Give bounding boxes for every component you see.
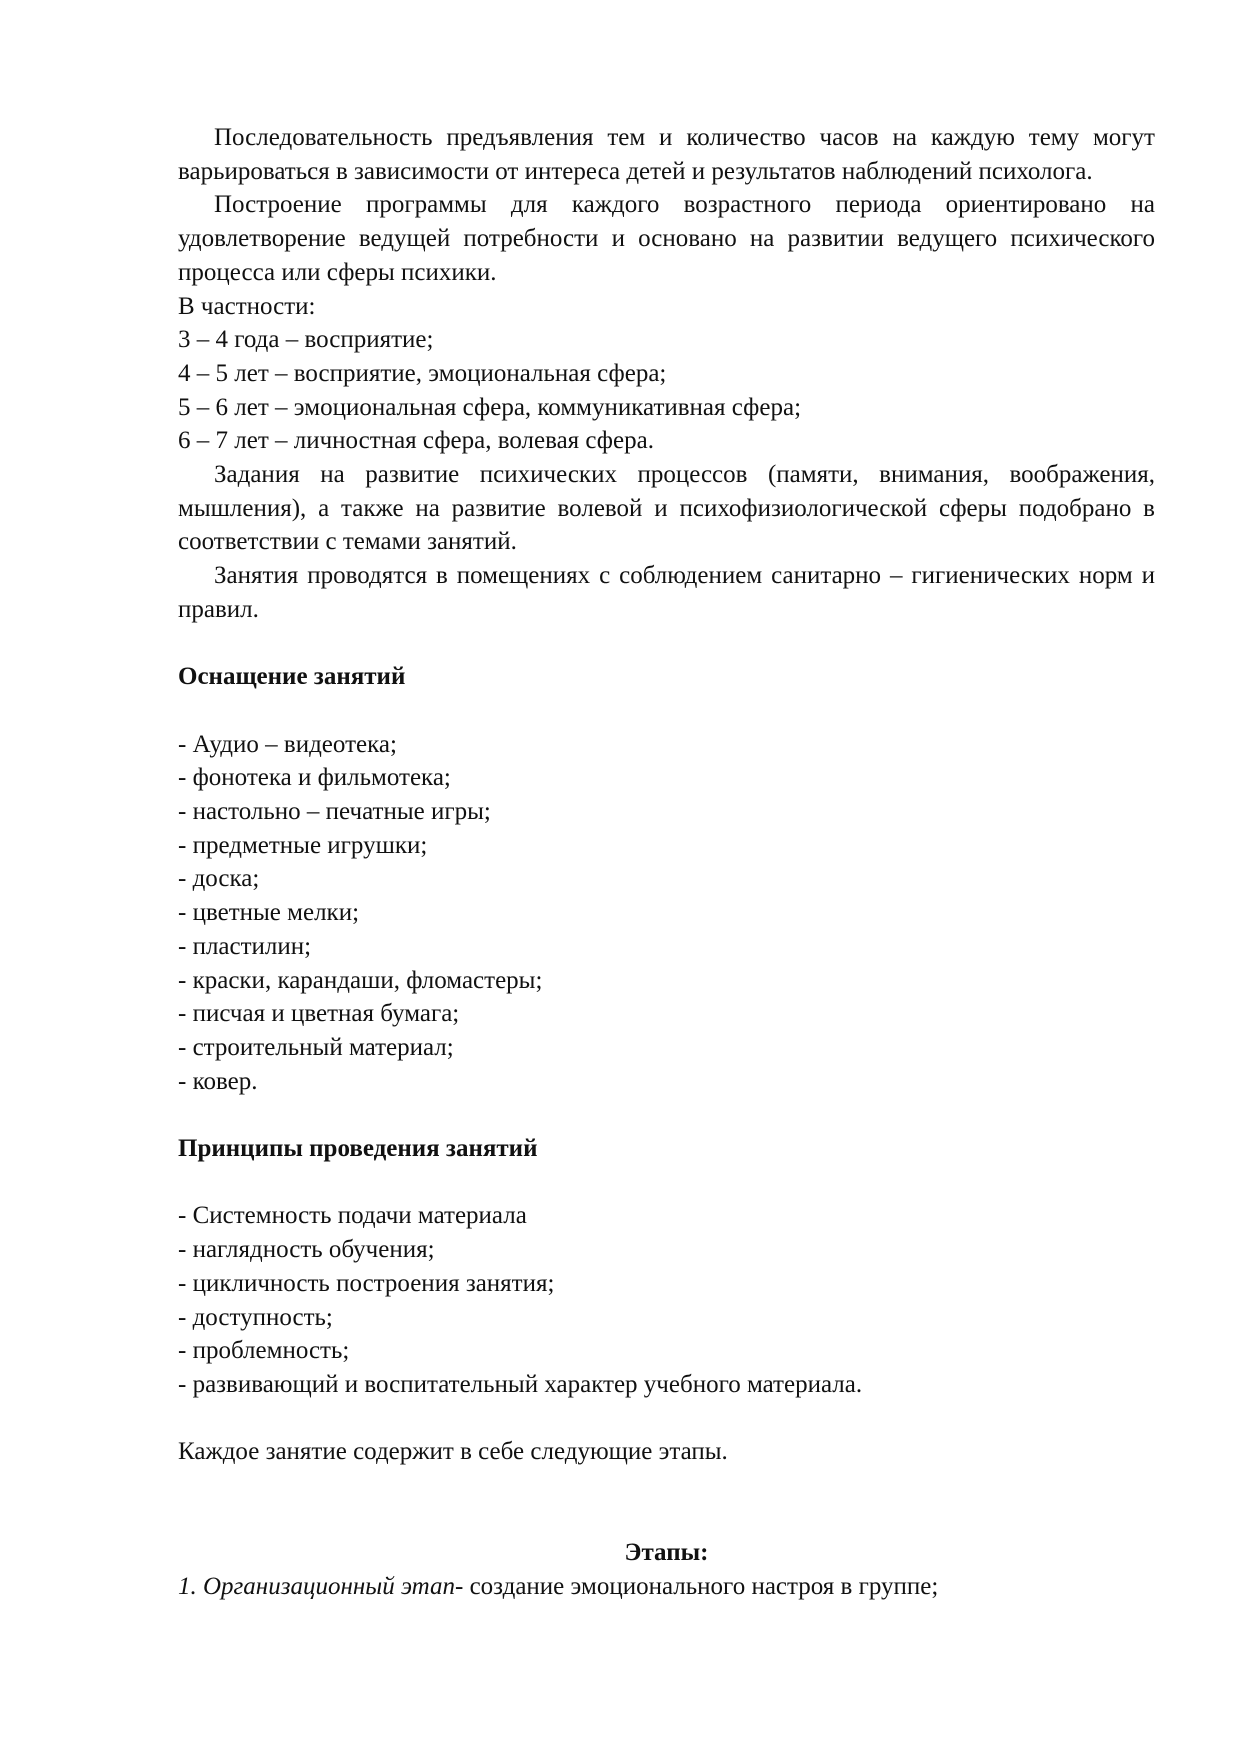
list-item: - писчая и цветная бумага; xyxy=(178,1000,460,1028)
list-item: - фонотека и фильмотека; xyxy=(178,764,451,792)
list-item: - развивающий и воспитательный характер учебного материала. xyxy=(178,1370,863,1398)
list-item: - проблемность; xyxy=(178,1337,350,1365)
spacer xyxy=(178,1166,1155,1200)
principles-list xyxy=(178,1199,1155,1401)
list-item: - цикличность построения занятия; xyxy=(178,1269,555,1297)
paragraph-topics-sequence: Последовательность предъявления тем и количество часов на каждую тему могут варьироваться в зависимости от интереса детей и результатов наблюдений психолога. xyxy=(178,124,1155,185)
heading-equipment: Оснащение занятий xyxy=(178,663,406,691)
paragraph-in-particular: В частности: xyxy=(178,292,316,320)
heading-principles: Принципы проведения занятий xyxy=(178,1135,538,1163)
spacer xyxy=(178,694,1155,728)
equipment-list xyxy=(178,728,1155,1099)
spacer xyxy=(178,1469,1155,1536)
heading-stages: Этапы: xyxy=(624,1539,709,1567)
document-page xyxy=(178,121,1155,1604)
list-item: - настольно – печатные игры; xyxy=(178,798,491,826)
list-item: - строительный материал; xyxy=(178,1033,454,1061)
age-line-6-7: 6 – 7 лет – личностная сфера, волевая сфера. xyxy=(178,427,654,455)
age-line-4-5: 4 – 5 лет – восприятие, эмоциональная сфера; xyxy=(178,359,667,387)
list-item: - предметные игрушки; xyxy=(178,831,428,859)
age-line-3-4: 3 – 4 года – восприятие; xyxy=(178,326,434,354)
list-item: - Системность подачи материала xyxy=(178,1202,527,1230)
stage-item-1-text: создание эмоционального настроя в группе; xyxy=(463,1573,939,1601)
age-line-5-6: 5 – 6 лет – эмоциональная сфера, коммуникативная сфера; xyxy=(178,393,802,421)
list-item: - цветные мелки; xyxy=(178,899,360,927)
spacer xyxy=(178,1098,1155,1132)
paragraph-stages-intro: Каждое занятие содержит в себе следующие этапы. xyxy=(178,1438,728,1466)
spacer xyxy=(178,1402,1155,1436)
list-item: - доска; xyxy=(178,865,260,893)
list-item: - пластилин; xyxy=(178,932,312,960)
paragraph-program-structure: Построение программы для каждого возрастного периода ориентировано на удовлетворение ведущей потребности и основано на развитии ведущего психического процесса или сферы психики. xyxy=(178,191,1155,286)
list-item: - Аудио – видеотека; xyxy=(178,730,397,758)
list-item: - ковер. xyxy=(178,1067,258,1095)
stage-item-1 xyxy=(178,1570,1155,1604)
list-item: - доступность; xyxy=(178,1303,333,1331)
stage-item-1-title: 1. Организационный этап- xyxy=(178,1573,464,1601)
paragraph-premises: Занятия проводятся в помещениях с соблюдением санитарно – гигиенических норм и правил. xyxy=(178,562,1155,623)
spacer xyxy=(178,627,1155,661)
list-item: - краски, карандаши, фломастеры; xyxy=(178,966,543,994)
list-item: - наглядность обучения; xyxy=(178,1236,435,1264)
paragraph-tasks: Задания на развитие психических процессов (памяти, внимания, воображения, мышления), а также на развитие волевой и психофизиологической сферы подобрано в соответствии с темами занятий. xyxy=(178,461,1155,556)
